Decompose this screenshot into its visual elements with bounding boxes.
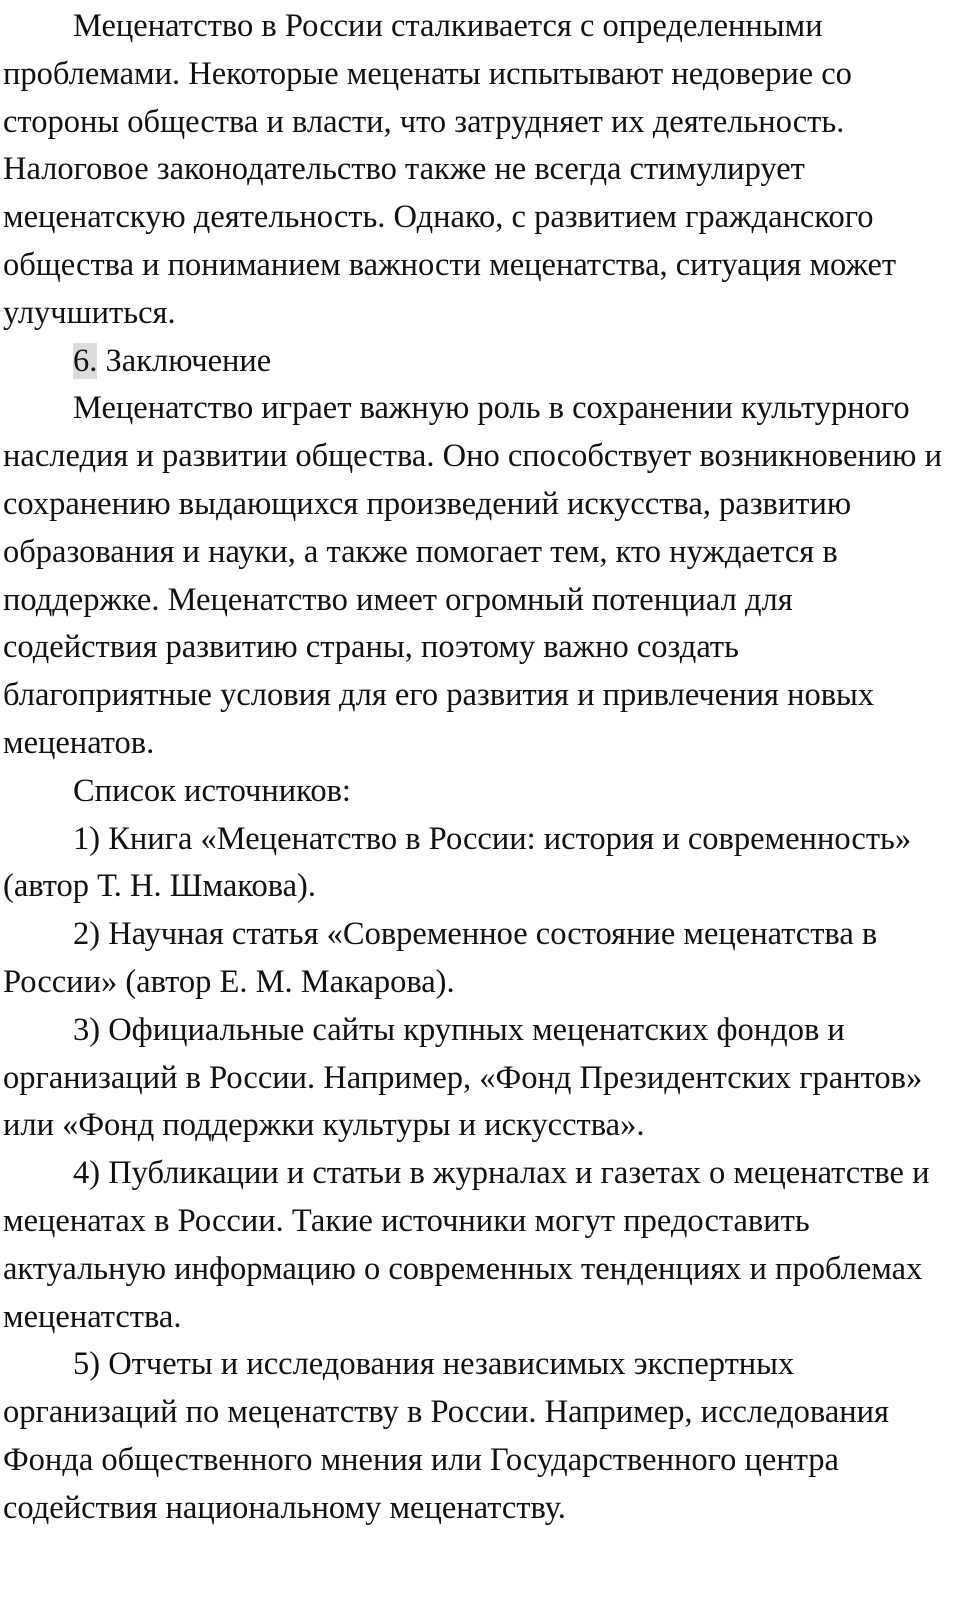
- section-title: Заключение: [97, 342, 272, 379]
- section-number: 6.: [73, 342, 98, 379]
- source-item: 1) Книга «Меценатство в России: история и современность» (автор Т. Н. Шмакова).: [3, 820, 912, 905]
- source-item: 2) Научная статья «Современное состояние меценатства в России» (автор Е. М. Макарова).: [3, 916, 878, 1000]
- source-item: 3) Официальные сайты крупных меценатских фондов и организаций в России. Например, «Фонд Президентских грантов» или «Фонд поддержки культуры и искусства».: [3, 1011, 923, 1144]
- source-item: 4) Публикации и статьи в журналах и газетах о меценатстве и меценатах в России. Такие источники могут предоставить актуальную информацию о современных тенденциях и проблемах меценатства.: [3, 1155, 930, 1335]
- section-heading-conclusion: [3, 338, 943, 386]
- source-item: 5) Отчеты и исследования независимых экспертных организаций по меценатству в России. Например, исследования Фонда общественного мнения или Государственного центра содействия национальному меценатству.: [3, 1346, 889, 1526]
- paragraph-problems: Меценатство в России сталкивается с определенными проблемами. Некоторые меценаты испытывают недоверие со стороны общества и власти, что затрудняет их деятельность. Налоговое законодательство также не всегда стимулирует меценатскую деятельность. Однако, с развитием гражданского общества и пониманием важности меценатства, ситуация может улучшиться.: [3, 8, 897, 331]
- paragraph-conclusion: Меценатство играет важную роль в сохранении культурного наследия и развитии общества. Оно способствует возникновению и сохранению выдающихся произведений искусства, развитию образования и науки, а также помогает тем, кто нуждается в поддержке. Меценатство имеет огромный потенциал для содействия развитию страны, поэтому важно создать благоприятные условия для его развития и привлечения новых меценатов.: [3, 390, 942, 761]
- sources-heading: Список источников:: [73, 772, 351, 809]
- document-page: [3, 3, 943, 1533]
